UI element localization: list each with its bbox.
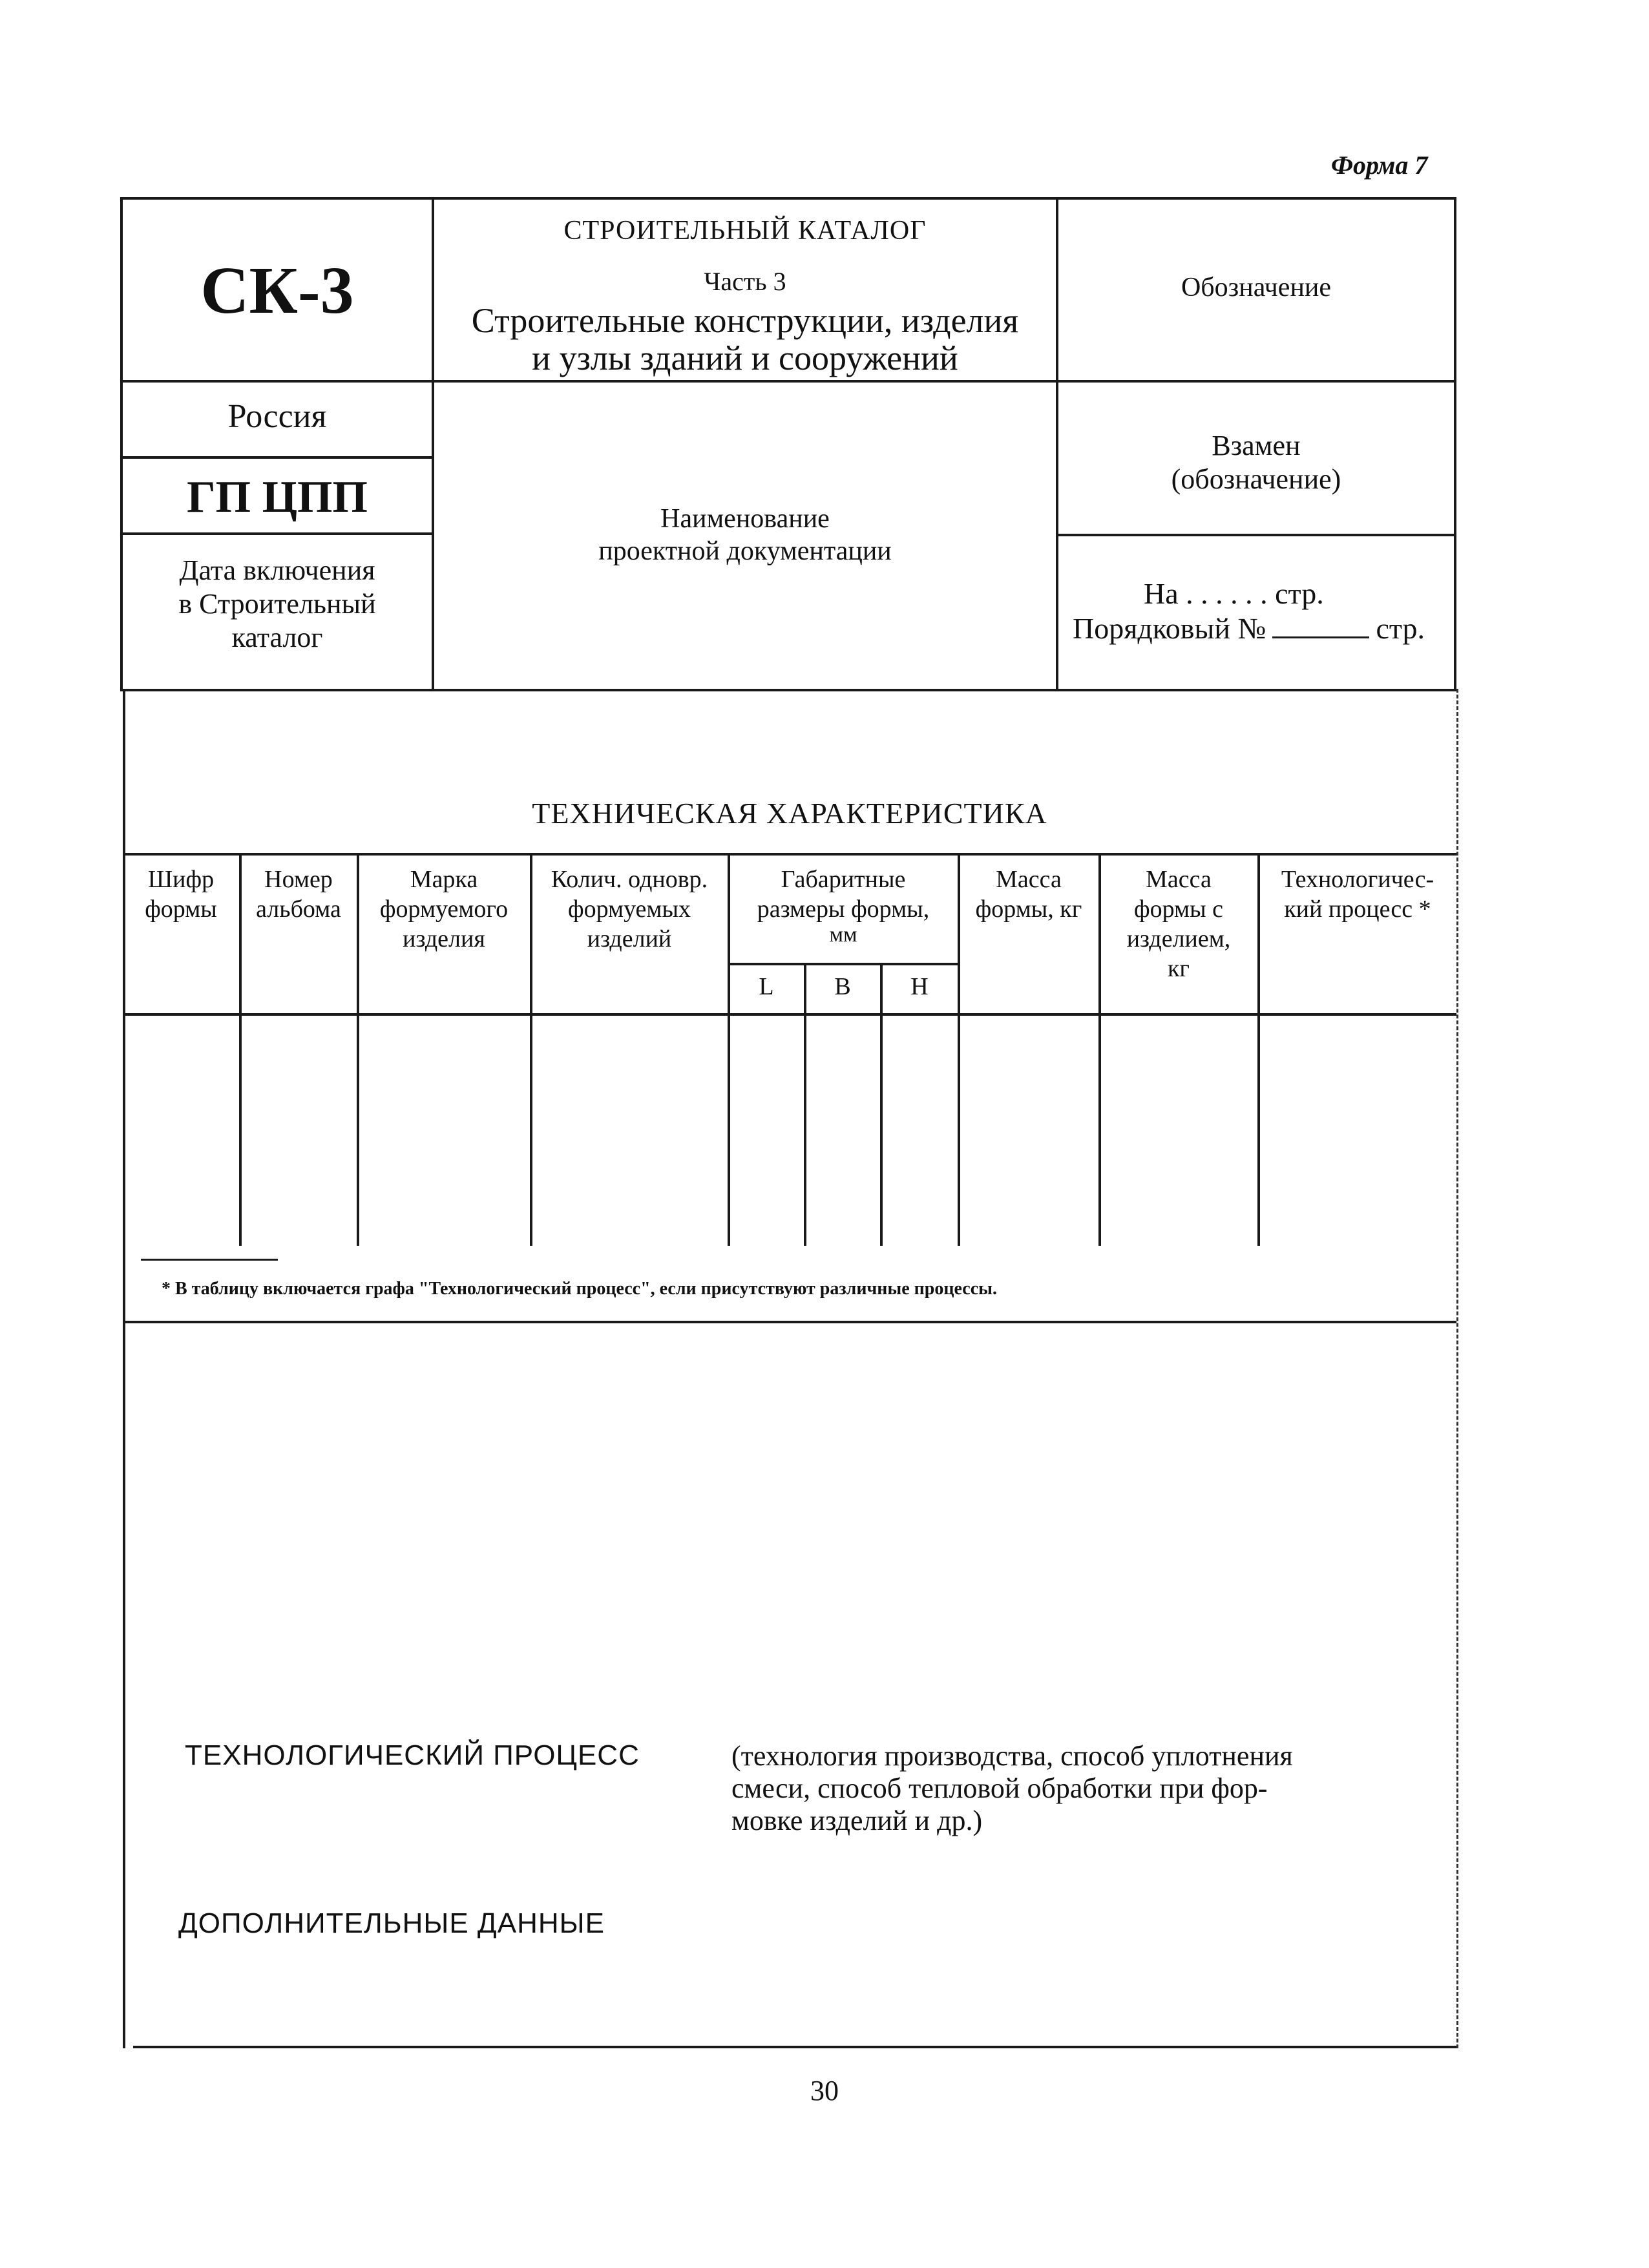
sequence-number-line — [1073, 611, 1425, 646]
col-header-qty — [531, 865, 728, 954]
col-header-mass-prod-l2: формы с — [1134, 896, 1223, 923]
replace-line2: (обозначение) — [1171, 463, 1341, 495]
inclusion-date-line2: в Строительный — [178, 588, 376, 620]
dims-subheader-line — [729, 963, 959, 965]
col-header-mark-l3: изделия — [403, 925, 485, 952]
col-header-mass — [959, 865, 1098, 924]
header-row-divider — [120, 380, 1456, 383]
col-header-mass-prod-l1: Масса — [1146, 866, 1212, 893]
col-header-mass-prod-l3: изделием, — [1126, 925, 1231, 952]
organization-label: ГП ЦПП — [187, 472, 368, 522]
col-header-qty-l1: Колич. одновр. — [551, 866, 708, 893]
inclusion-date-line1: Дата включения — [179, 554, 375, 586]
header-top-border — [120, 197, 1456, 200]
dim-L-header: L — [759, 973, 774, 1000]
dim-B-header: B — [834, 973, 851, 1000]
inclusion-date-line3: каталог — [231, 622, 323, 653]
col-header-mark-l2: формуемого — [379, 896, 509, 923]
frame-right-border — [1456, 689, 1458, 2048]
dim-H-header: H — [910, 973, 929, 1000]
process-note-line3: мовке изделий и др.) — [731, 1805, 983, 1836]
frame-bottom-border — [133, 2046, 1456, 2048]
footnote-section-bottom — [123, 1321, 1456, 1323]
replace-line1: Взамен — [1212, 430, 1301, 461]
col-header-album — [240, 865, 357, 924]
col-header-dims-l2: размеры формы, — [757, 896, 930, 923]
catalog-code: СК-3 — [200, 253, 354, 328]
org-bottom-border — [120, 532, 433, 535]
form-label: Форма 7 — [1331, 151, 1428, 180]
col-header-qty-l2: формуемых — [567, 896, 691, 923]
footnote-rule — [141, 1259, 278, 1261]
col-header-process — [1259, 865, 1456, 924]
page-count-line: На . . . . . . стр. — [1144, 577, 1324, 610]
process-heading: ТЕХНОЛОГИЧЕСКИЙ ПРОЦЕСС — [185, 1739, 640, 1771]
org-top-border — [120, 456, 433, 459]
col-header-mass-prod-l4: кг — [1167, 955, 1190, 982]
page-number: 30 — [810, 2075, 839, 2106]
col-header-process-l2: кий процесс * — [1284, 896, 1431, 923]
doc-name-line2: проектной документации — [598, 536, 892, 566]
footnote-text: * В таблицу включается графа "Технологический процесс", если присутствуют различные процессы. — [162, 1279, 997, 1299]
col-header-dims-l3: мм — [829, 923, 857, 947]
col-header-mark-l1: Марка — [410, 866, 478, 893]
header-right-border — [1454, 197, 1456, 691]
catalog-title: СТРОИТЕЛЬНЫЙ КАТАЛОГ — [563, 216, 927, 246]
col-header-dims — [729, 865, 958, 946]
col-header-process-l1: Технологичес- — [1281, 866, 1434, 893]
country-label: Россия — [227, 398, 327, 435]
tech-table-header-bottom — [123, 1013, 1456, 1016]
col-header-shifr — [123, 865, 239, 924]
tech-characteristic-title: ТЕХНИЧЕСКАЯ ХАРАКТЕРИСТИКА — [532, 797, 1047, 830]
header-bottom-border — [120, 689, 1456, 691]
process-note-line1: (технология производства, способ уплотнения — [731, 1740, 1293, 1772]
sequence-number-blank — [1272, 636, 1369, 638]
sequence-number-label: Порядковый № — [1073, 612, 1266, 645]
col-header-album-l1: Номер — [264, 866, 333, 893]
col-divider-5 — [804, 963, 806, 1246]
replace-bottom-border — [1057, 534, 1456, 536]
catalog-part: Часть 3 — [704, 267, 786, 296]
col-header-qty-l3: изделий — [587, 925, 672, 952]
doc-name-line1: Наименование — [660, 504, 830, 534]
col-header-dims-l1: Габаритные — [781, 866, 906, 893]
col-divider-6 — [880, 963, 883, 1246]
sequence-pages-label: стр. — [1376, 612, 1425, 645]
col-header-mass-l2: формы, кг — [975, 896, 1082, 923]
col-header-album-l2: альбома — [256, 896, 341, 923]
catalog-subject-line2: и узлы зданий и сооружений — [532, 339, 958, 377]
designation-label: Обозначение — [1181, 273, 1332, 302]
col-header-shifr-l1: Шифр — [147, 866, 215, 893]
process-note-line2: смеси, способ тепловой обработки при фор- — [731, 1772, 1268, 1804]
col-header-mass-l1: Масса — [996, 866, 1062, 893]
additional-data-heading: ДОПОЛНИТЕЛЬНЫЕ ДАННЫЕ — [178, 1907, 605, 1939]
col-header-shifr-l2: формы — [145, 896, 217, 923]
col-header-mark — [358, 865, 530, 954]
catalog-subject-line1: Строительные конструкции, изделия — [471, 301, 1019, 340]
tech-table-top — [123, 853, 1456, 856]
col-header-mass-with-product — [1100, 865, 1257, 983]
